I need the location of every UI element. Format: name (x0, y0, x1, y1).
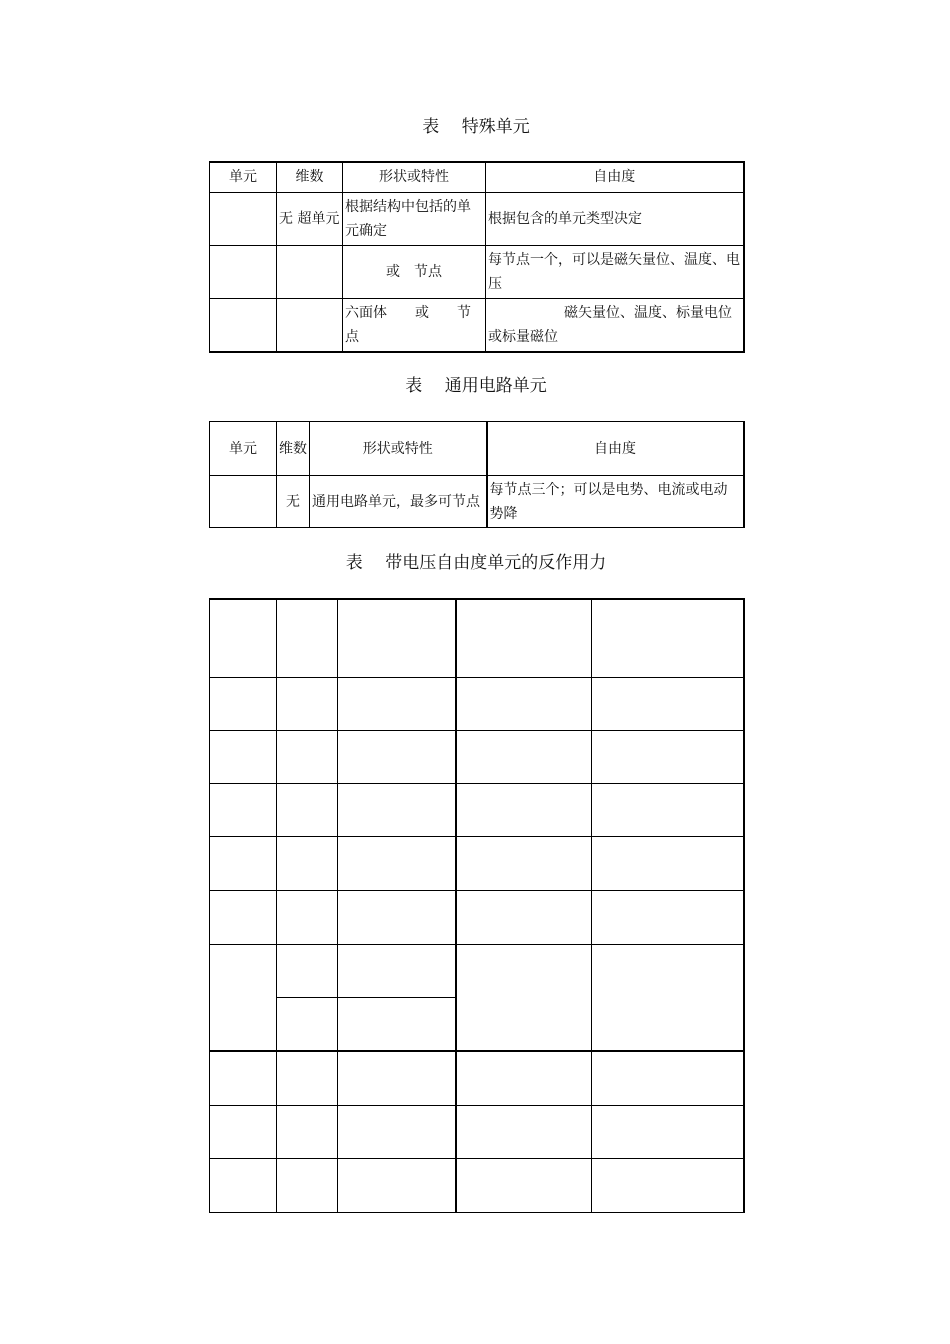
cell (210, 944, 277, 1051)
table-row (210, 677, 744, 730)
cell (210, 1105, 277, 1158)
cell (456, 836, 592, 890)
cell (456, 1105, 592, 1158)
table-header-row (210, 162, 744, 192)
cell (210, 836, 277, 890)
table-header-row (210, 599, 744, 677)
cell (456, 677, 592, 730)
cell (338, 677, 456, 730)
cell (210, 1051, 277, 1105)
table-row (210, 890, 744, 944)
cell (277, 1105, 338, 1158)
cell: 磁矢量位、温度、标量电位或标量磁位 (486, 298, 744, 352)
cell (277, 599, 338, 677)
header-cell: 单元 (210, 422, 277, 476)
cell (456, 890, 592, 944)
table-row (210, 1105, 744, 1158)
cell (338, 836, 456, 890)
cell (210, 476, 277, 528)
cell (277, 677, 338, 730)
cell (338, 890, 456, 944)
table-row (210, 1158, 744, 1212)
cell (338, 997, 456, 1051)
cell (456, 1051, 592, 1105)
cell (277, 783, 338, 836)
cell (592, 1158, 744, 1212)
table-row (210, 730, 744, 783)
table3-caption: 表 带电压自由度单元的反作用力 (345, 553, 607, 573)
cell (338, 1158, 456, 1212)
cell (456, 730, 592, 783)
table-row (210, 298, 744, 352)
cell (592, 890, 744, 944)
cell: 无 (277, 476, 310, 528)
general-circuit-table (209, 421, 745, 528)
cell (338, 599, 456, 677)
cell (456, 783, 592, 836)
cell (277, 730, 338, 783)
table-row (210, 1051, 744, 1105)
cell (456, 1158, 592, 1212)
table2-caption: 表 通用电路单元 (405, 376, 547, 396)
cell (277, 944, 338, 997)
cell (592, 836, 744, 890)
cell (338, 783, 456, 836)
header-cell: 自由度 (486, 162, 744, 192)
cell: 根据结构中包括的单元确定 (343, 192, 486, 245)
cell (592, 783, 744, 836)
table-header-row (210, 422, 744, 476)
cell (592, 730, 744, 783)
cell (338, 730, 456, 783)
table1-caption: 表 特殊单元 (422, 117, 530, 137)
cell (592, 1105, 744, 1158)
header-cell: 自由度 (487, 422, 744, 476)
cell (277, 245, 343, 298)
cell (592, 677, 744, 730)
header-cell: 形状或特性 (343, 162, 486, 192)
header-cell: 单元 (210, 162, 277, 192)
cell (210, 1158, 277, 1212)
cell: 无 超单元 (277, 192, 343, 245)
cell (277, 890, 338, 944)
cell (456, 599, 592, 677)
table-row (210, 783, 744, 836)
voltage-dof-reaction-table (209, 598, 745, 1213)
cell (338, 1105, 456, 1158)
cell (210, 599, 277, 677)
special-elements-table (209, 161, 745, 353)
cell (456, 944, 592, 1051)
cell (277, 836, 338, 890)
table-row (210, 944, 744, 997)
cell (592, 599, 744, 677)
cell: 根据包含的单元类型决定 (486, 192, 744, 245)
cell (592, 944, 744, 1051)
cell: 每节点一个，可以是磁矢量位、温度、电压 (486, 245, 744, 298)
cell (338, 944, 456, 997)
cell: 每节点三个；可以是电势、电流或电动势降 (487, 476, 744, 528)
cell (210, 890, 277, 944)
cell (277, 298, 343, 352)
cell: 六面体 或 节点 (343, 298, 486, 352)
cell (210, 677, 277, 730)
cell: 或 节点 (343, 245, 486, 298)
cell (277, 1158, 338, 1212)
table-row (210, 836, 744, 890)
table-row (210, 192, 744, 245)
cell (210, 783, 277, 836)
cell (592, 1051, 744, 1105)
cell (210, 298, 277, 352)
cell: 通用电路单元，最多可节点 (310, 476, 487, 528)
header-cell: 维数 (277, 422, 310, 476)
table-row (210, 245, 744, 298)
cell (210, 245, 277, 298)
cell (338, 1051, 456, 1105)
header-cell: 维数 (277, 162, 343, 192)
cell (210, 730, 277, 783)
cell (277, 997, 338, 1051)
table-row (210, 476, 744, 528)
header-cell: 形状或特性 (310, 422, 487, 476)
cell (210, 192, 277, 245)
cell (277, 1051, 338, 1105)
